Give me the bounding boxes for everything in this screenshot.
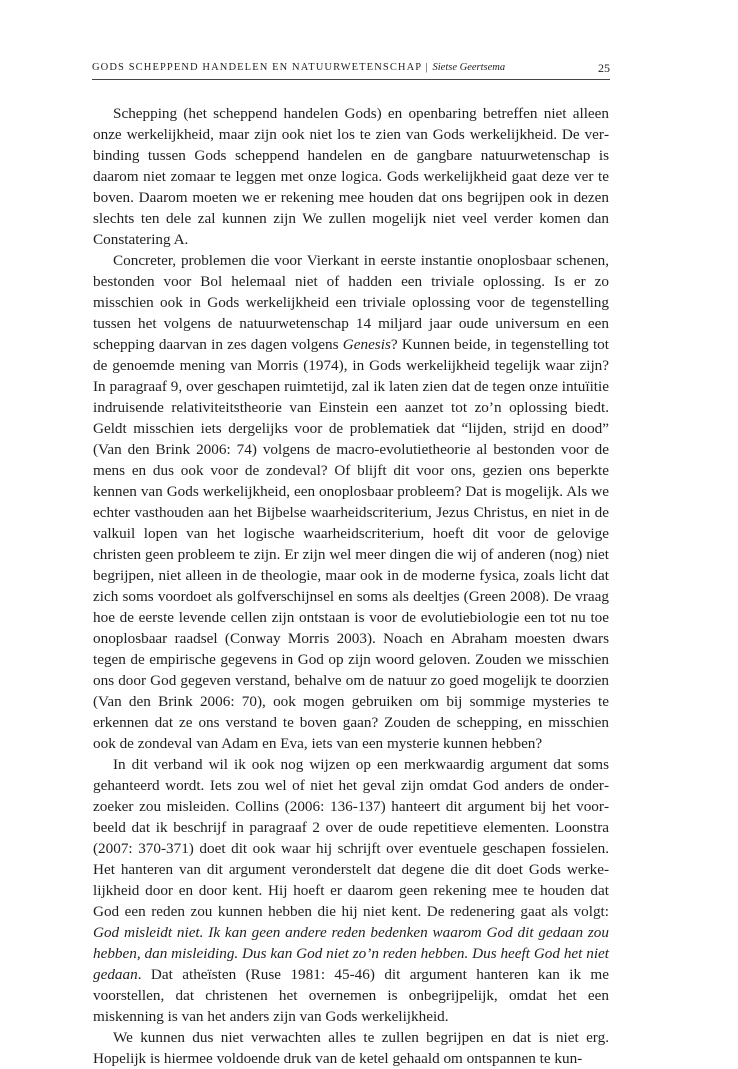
running-title xyxy=(92,62,505,73)
paragraph-2 xyxy=(93,250,609,754)
body-text xyxy=(93,103,609,1069)
paragraph-4 xyxy=(93,1027,609,1069)
para-2-seg-1: Concreter, problemen die voor Vierkant in eerste instantie onoplosbaar schenen, bestonden voor Bol helemaal niet of hadden een triviale oplossing. Is er zo misschien ook in Gods werkelijkheid een triviale oplossing voor de tegenstelling tussen het volgens de natuurwetenschap 14 miljard jaar oude universum en een schepping daarvan in zes dagen volgens xyxy=(93,252,609,353)
paragraph-3 xyxy=(93,754,609,1027)
para-2-seg-2-italic: Genesis xyxy=(342,336,391,353)
para-2-seg-3: ? Kunnen beide, in tegenstelling tot de genoemde mening van Morris (1974), in Gods werkelijkheid tegelijk waar zijn? In paragraaf 9, over geschapen ruimtetijd, zal ik laten zien dat de tegen onze intuïitie indruisende relativiteitstheorie van Einstein een aanzet tot zo’n oplossing biedt. Geldt misschien iets dergelijks voor de problematiek dat “lijden, strijd en dood” (Van den Brink 2006: 74) volgens de macro-evolutietheorie al bestonden voor de mens en dus ook voor de zondeval? Of blijft dit voor ons, gezien ons beperkte kennen van Gods werkelijkheid, een onoplosbaar probleem? Dat is mogelijk. Als we echter vasthouden aan het Bijbelse waarheidscriterium, Jezus Christus, en niet in de valkuil lopen van het logische waarheidscriterium, hoeft dit voor de gelovige christen geen probleem te zijn. Er zijn wel meer dingen die wij of anderen (nog) niet begrijpen, niet alleen in de theologie, maar ook in de moderne fysica, zoals licht dat zich soms voordoet als golfverschijnsel en soms als deeltjes (Green 2008). De vraag hoe de eerste levende cellen zijn ontstaan is voor de evolutiebiologie een tot nu toe onoplosbaar raadsel (Conway Morris 2003). Noach en Abraham moesten dwars tegen de empirische gegevens in God op zijn woord geloven. Zouden we misschien ons door God gegeven verstand, behalve om de natuur zo goed mogelijk te doorzien (Van den Brink 2006: 70), ook mogen gebruiken om bij sommige mysteries te erkennen dat ze ons verstand te boven gaan? Zouden de schepping, en misschien ook de zondeval van Adam en Eva, iets van een mysterie kunnen hebben? xyxy=(93,336,609,752)
para-4-seg-1: We kunnen dus niet verwachten alles te zullen begrijpen en dat is niet erg. Hopelijk is hiermee voldoende druk van de ketel gehaald om ontspannen te kun- xyxy=(93,1029,609,1067)
running-head xyxy=(92,62,610,78)
para-3-seg-1: In dit verband wil ik ook nog wijzen op een merkwaardig argument dat soms gehanteerd wordt. Iets zou wel of niet het geval zijn omdat God anders de onderzoeker zou misleiden. Collins (2006: 136-137) hanteert dit argument bij het voorbeeld dat ik beschrijf in paragraaf 2 over de oude repetitieve elementen. Loonstra (2007: 370-371) doet dit ook waar hij schrijft over eventuele geschapen fossielen. Het hanteren van dit argument veronderstelt dat degene die dit doet Gods werkelijkheid door en door kent. Hij hoeft er daarom geen rekening mee te houden dat God een reden zou kunnen hebben die hij niet kent. De redenering gaat als volgt: xyxy=(93,756,609,920)
para-1-seg-1: Schepping (het scheppend handelen Gods) en openbaring betreffen niet alleen onze werkelijkheid, maar zijn ook niet los te zien van Gods werkelijkheid. De verbinding tussen Gods scheppend handelen en de gangbare natuurwetenschap is daarom niet zomaar te leggen met onze logica. Gods werkelijkheid gaat deze ver te boven. Daarom moeten we er rekening mee houden dat ons begrijpen ook in dezen slechts ten dele zal kunnen zijn We zullen mogelijk niet veel verder komen dan Constatering A. xyxy=(93,105,609,248)
para-3-seg-2-italic: God misleidt niet. Ik kan geen andere reden bedenken waarom God dit gedaan zou hebben, dan misleiding. Dus kan God niet zo’n reden hebben. Dus heeft God het niet gedaan xyxy=(93,924,609,983)
running-title-text: GODS SCHEPPEND HANDELEN EN NATUURWETENSCHAP xyxy=(92,62,422,73)
header-author: Sietse Geertsema xyxy=(432,62,506,73)
paragraph-1 xyxy=(93,103,609,250)
header-separator: | xyxy=(425,62,429,73)
header-rule xyxy=(92,79,610,80)
para-3-seg-3: . Dat atheïsten (Ruse 1981: 45-46) dit argument hanteren kan ik me voorstellen, dat christenen het overnemen is onbegrijpelijk, omdat het een miskenning is van het anders zijn van Gods werkelijkheid. xyxy=(93,966,609,1025)
page-number: 25 xyxy=(598,61,610,75)
